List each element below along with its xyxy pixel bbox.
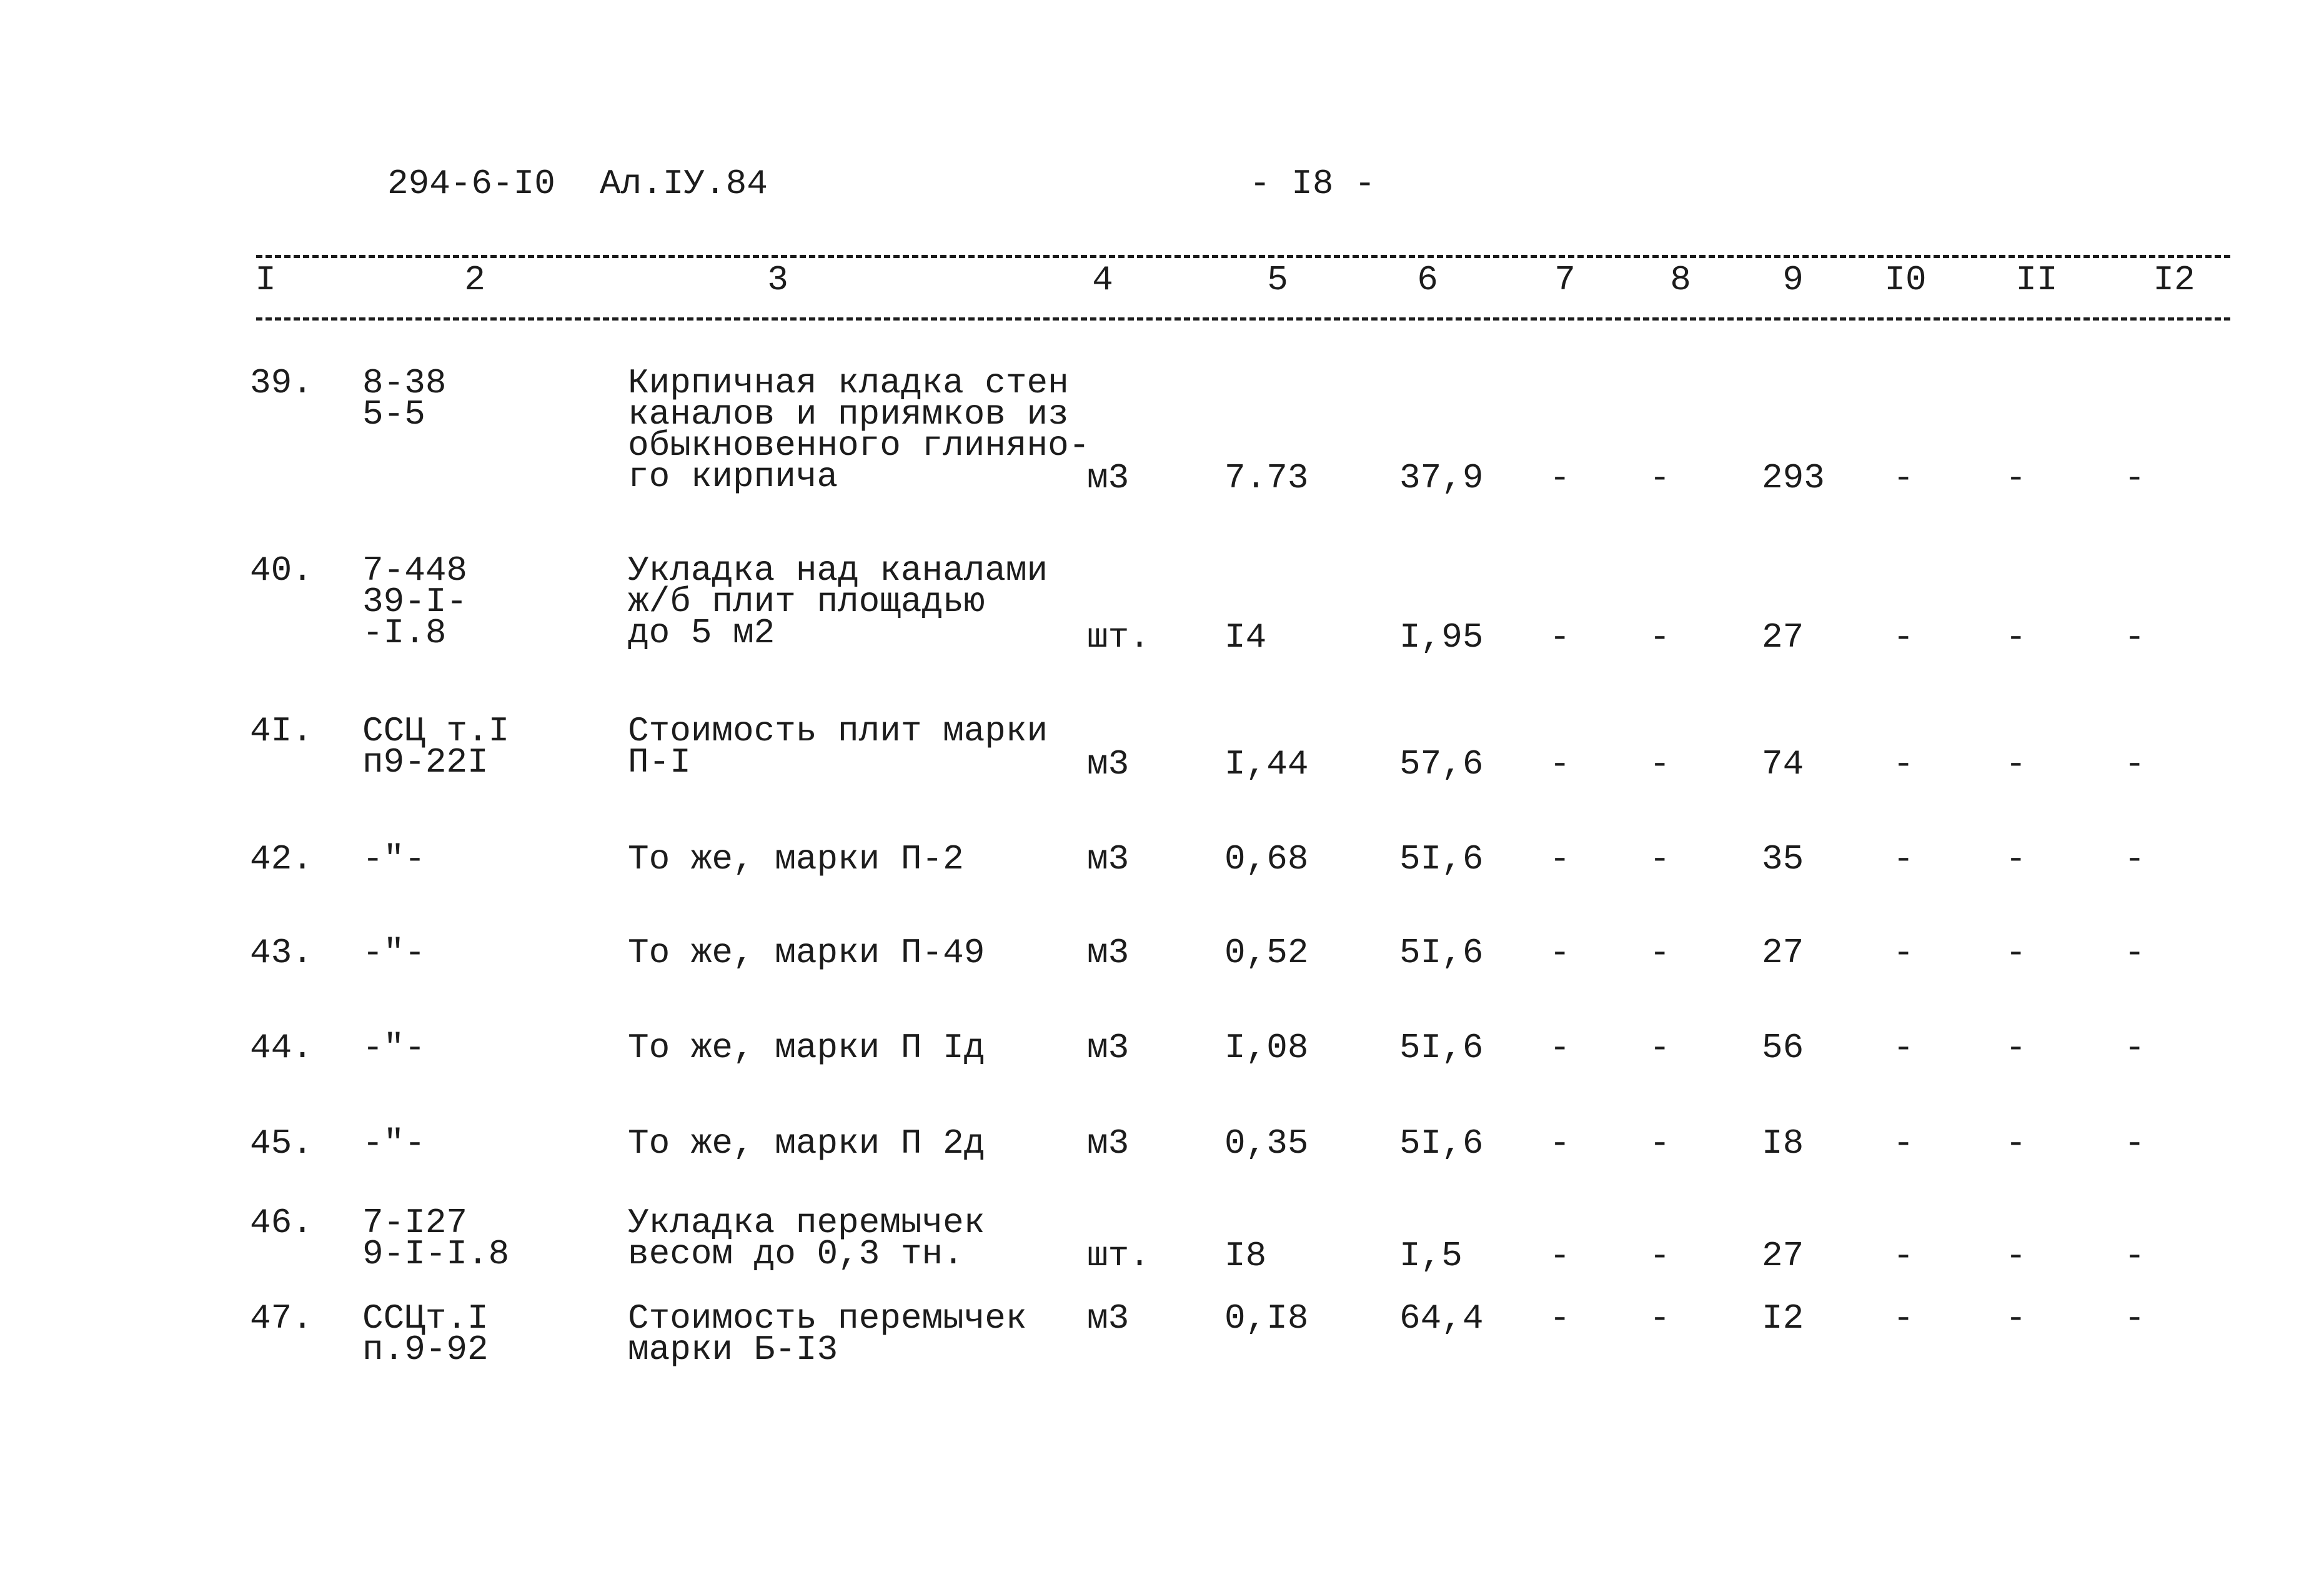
row-col11: - — [2005, 1028, 2027, 1068]
row-unit-price: 5I,6 — [1399, 1123, 1484, 1163]
row-col10: - — [1893, 839, 1914, 879]
row-col11: - — [2005, 933, 2027, 973]
row-unit-price: 5I,6 — [1399, 1028, 1484, 1068]
column-header-11: II — [2015, 260, 2058, 300]
row-unit-price: 57,6 — [1399, 744, 1484, 784]
row-col7: - — [1549, 1298, 1571, 1338]
row-col8: - — [1649, 839, 1671, 879]
row-col12: - — [2124, 458, 2145, 498]
row-description: Укладка над каналами ж/б плит площадью до 5 м2 — [628, 550, 1048, 653]
row-quantity: 0,I8 — [1224, 1298, 1309, 1338]
row-number: 42. — [250, 839, 313, 879]
table-header-bottom-rule — [256, 317, 2230, 321]
row-col7: - — [1549, 617, 1571, 657]
row-unit-price: 37,9 — [1399, 458, 1484, 498]
row-col7: - — [1549, 1236, 1571, 1276]
row-number: 40. — [250, 550, 313, 590]
row-col8: - — [1649, 933, 1671, 973]
row-unit-price: I,95 — [1399, 617, 1484, 657]
row-description: То же, марки П-49 — [628, 933, 985, 973]
row-number: 46. — [250, 1203, 313, 1243]
row-unit-price: 5I,6 — [1399, 839, 1484, 879]
row-description: То же, марки П Iд — [628, 1028, 985, 1068]
row-col8: - — [1649, 744, 1671, 784]
column-header-4: 4 — [1092, 260, 1113, 300]
row-unit: м3 — [1087, 839, 1130, 879]
row-col10: - — [1893, 1028, 1914, 1068]
row-col12: - — [2124, 933, 2145, 973]
row-code: ССЦт.I п.9-92 — [362, 1298, 489, 1370]
row-unit: м3 — [1087, 458, 1130, 498]
row-col11: - — [2005, 744, 2027, 784]
row-col12: - — [2124, 839, 2145, 879]
table-top-rule — [256, 255, 2230, 258]
row-description: То же, марки П 2д — [628, 1123, 985, 1163]
row-col12: - — [2124, 1123, 2145, 1163]
row-col8: - — [1649, 1123, 1671, 1163]
row-code: ССЦ т.I п9-22I — [362, 711, 510, 782]
row-col12: - — [2124, 617, 2145, 657]
row-col10: - — [1893, 617, 1914, 657]
row-unit: м3 — [1087, 1028, 1130, 1068]
column-header-7: 7 — [1554, 260, 1576, 300]
row-total: I8 — [1762, 1123, 1804, 1163]
row-unit: м3 — [1087, 744, 1130, 784]
row-col7: - — [1549, 744, 1571, 784]
row-total: 27 — [1762, 933, 1804, 973]
row-code: 7-I27 9-I-I.8 — [362, 1203, 510, 1274]
column-header-5: 5 — [1267, 260, 1288, 300]
row-total: 27 — [1762, 1236, 1804, 1276]
row-col7: - — [1549, 458, 1571, 498]
row-unit: шт. — [1087, 1236, 1150, 1276]
row-total: 27 — [1762, 617, 1804, 657]
row-col10: - — [1893, 1123, 1914, 1163]
row-unit: м3 — [1087, 1298, 1130, 1338]
column-header-8: 8 — [1670, 260, 1691, 300]
row-col8: - — [1649, 458, 1671, 498]
row-number: 47. — [250, 1298, 313, 1338]
row-description: Стоимость перемычек марки Б-I3 — [628, 1298, 1027, 1370]
row-code: -"- — [362, 839, 425, 879]
row-number: 44. — [250, 1028, 313, 1068]
row-col11: - — [2005, 1236, 2027, 1276]
album-number: Ал.IУ.84 — [600, 164, 768, 204]
row-total: 56 — [1762, 1028, 1804, 1068]
row-code: -"- — [362, 1028, 425, 1068]
row-quantity: 0,52 — [1224, 933, 1309, 973]
row-unit-price: 5I,6 — [1399, 933, 1484, 973]
document-code: 294-6-I0 — [387, 164, 555, 204]
row-unit-price: 64,4 — [1399, 1298, 1484, 1338]
row-quantity: 7.73 — [1224, 458, 1309, 498]
row-description: То же, марки П-2 — [628, 839, 964, 879]
row-unit: м3 — [1087, 1123, 1130, 1163]
column-header-3: 3 — [767, 260, 788, 300]
row-number: 43. — [250, 933, 313, 973]
row-col12: - — [2124, 1028, 2145, 1068]
column-header-10: I0 — [1884, 260, 1927, 300]
row-col10: - — [1893, 458, 1914, 498]
row-col12: - — [2124, 744, 2145, 784]
row-number: 39. — [250, 363, 313, 403]
row-col11: - — [2005, 839, 2027, 879]
page-number: - I8 - — [1249, 164, 1376, 204]
row-quantity: 0,68 — [1224, 839, 1309, 879]
row-description: Кирпичная кладка стен каналов и приямков из обыкновенного глиняно- го кирпича — [628, 363, 1090, 497]
row-code: -"- — [362, 933, 425, 973]
column-header-6: 6 — [1417, 260, 1438, 300]
row-quantity: I,44 — [1224, 744, 1309, 784]
row-col8: - — [1649, 617, 1671, 657]
row-code: -"- — [362, 1123, 425, 1163]
row-quantity: 0,35 — [1224, 1123, 1309, 1163]
row-col7: - — [1549, 1028, 1571, 1068]
row-quantity: I8 — [1224, 1236, 1267, 1276]
row-col7: - — [1549, 933, 1571, 973]
row-description: Укладка перемычек весом до 0,3 тн. — [628, 1203, 985, 1274]
row-total: 74 — [1762, 744, 1804, 784]
row-number: 4I. — [250, 711, 313, 751]
row-quantity: I4 — [1224, 617, 1267, 657]
row-unit-price: I,5 — [1399, 1236, 1462, 1276]
row-col10: - — [1893, 744, 1914, 784]
row-col12: - — [2124, 1236, 2145, 1276]
column-header-9: 9 — [1782, 260, 1804, 300]
row-col8: - — [1649, 1028, 1671, 1068]
row-col11: - — [2005, 458, 2027, 498]
row-code: 8-38 5-5 — [362, 363, 447, 434]
row-code: 7-448 39-I- -I.8 — [362, 550, 468, 653]
row-col7: - — [1549, 839, 1571, 879]
row-col7: - — [1549, 1123, 1571, 1163]
row-col10: - — [1893, 1236, 1914, 1276]
row-col8: - — [1649, 1236, 1671, 1276]
row-col10: - — [1893, 933, 1914, 973]
row-col11: - — [2005, 1123, 2027, 1163]
row-quantity: I,08 — [1224, 1028, 1309, 1068]
row-description: Стоимость плит марки П-I — [628, 711, 1048, 782]
row-unit: м3 — [1087, 933, 1130, 973]
row-number: 45. — [250, 1123, 313, 1163]
row-total: I2 — [1762, 1298, 1804, 1338]
row-total: 293 — [1762, 458, 1825, 498]
row-col12: - — [2124, 1298, 2145, 1338]
column-header-1: I — [255, 260, 276, 300]
column-header-12: I2 — [2153, 260, 2195, 300]
row-unit: шт. — [1087, 617, 1150, 657]
row-total: 35 — [1762, 839, 1804, 879]
column-header-2: 2 — [464, 260, 485, 300]
row-col11: - — [2005, 617, 2027, 657]
row-col11: - — [2005, 1298, 2027, 1338]
row-col10: - — [1893, 1298, 1914, 1338]
row-col8: - — [1649, 1298, 1671, 1338]
